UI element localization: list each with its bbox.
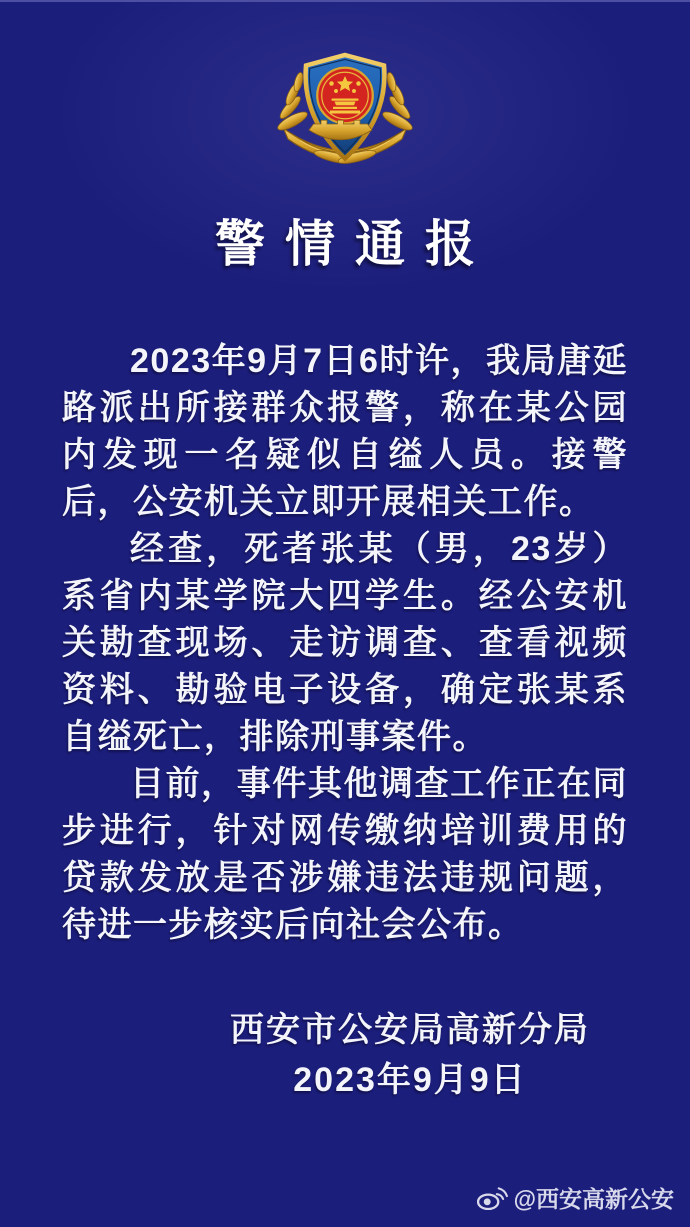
notice-body	[62, 338, 628, 949]
issuing-agency: 西安市公安局高新分局	[230, 1011, 590, 1049]
issue-date: 2023年9月9日	[293, 1061, 527, 1099]
weibo-icon	[477, 1185, 508, 1210]
page-title: 警情通报	[215, 216, 495, 272]
emblem-area	[0, 2, 690, 172]
weibo-watermark	[477, 1181, 674, 1214]
paragraph-3: 目前，事件其他调查工作正在同步进行，针对网传缴纳培训费用的贷款发放是否涉嫌违法违规问题，待进一步核实后向社会公布。	[62, 765, 628, 944]
paragraph-1: 2023年9月7日6时许，我局唐延路派出所接群众报警，称在某公园内发现一名疑似自缢人员。接警后，公安机关立即开展相关工作。	[62, 342, 628, 521]
signature-block	[65, 1005, 690, 1105]
police-badge-icon	[270, 52, 420, 172]
paragraph-2: 经查，死者张某（男，23岁）系省内某学院大四学生。经公安机关勘查现场、走访调查、查看视频资料、勘验电子设备，确定张某系自缢死亡，排除刑事案件。	[62, 530, 628, 756]
weibo-handle: @西安高新公安	[513, 1186, 674, 1212]
